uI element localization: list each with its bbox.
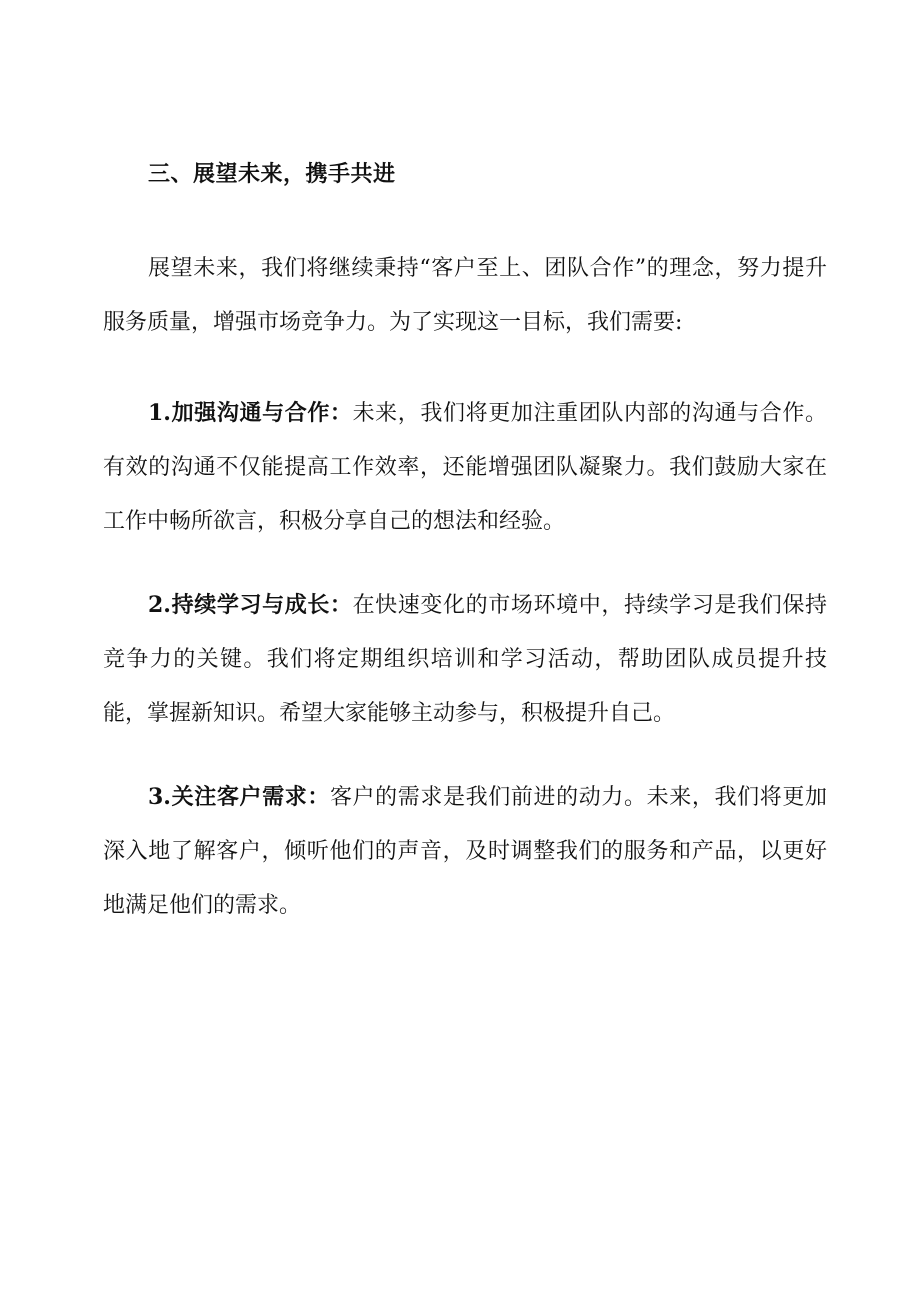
- list-item-3: [103, 770, 827, 933]
- list-item-title: 加强沟通与合作：: [170, 400, 353, 426]
- list-item-2: [103, 578, 827, 741]
- list-item-number: 2.: [148, 592, 171, 618]
- list-item-body: 客户的需求是我们前进的动力。未来，我们将更加深入地了解客户，倾听他们的声音，及时调整我们的服务和产品，以更好地满足他们的需求。: [103, 785, 827, 918]
- list-item-number: 3.: [148, 784, 171, 810]
- list-item-body: 未来，我们将更加注重团队内部的沟通与合作。有效的沟通不仅能提高工作效率，还能增强团队凝聚力。我们鼓励大家在工作中畅所欲言，积极分享自己的想法和经验。: [103, 401, 827, 534]
- list-item-body: 在快速变化的市场环境中，持续学习是我们保持竞争力的关键。我们将定期组织培训和学习活动，帮助团队成员提升技能，掌握新知识。希望大家能够主动参与，积极提升自己。: [103, 593, 827, 726]
- list-item-title: 持续学习与成长：: [170, 592, 353, 618]
- intro-paragraph: 展望未来，我们将继续秉持“客户至上、团队合作”的理念，努力提升服务质量，增强市场竞争力。为了实现这一目标，我们需要:: [103, 256, 827, 335]
- section-heading: 三、展望未来，携手共进: [148, 161, 396, 187]
- list-item-number: 1.: [148, 400, 171, 426]
- list-item-title: 关注客户需求：: [170, 784, 330, 810]
- list-item-1: [103, 386, 827, 549]
